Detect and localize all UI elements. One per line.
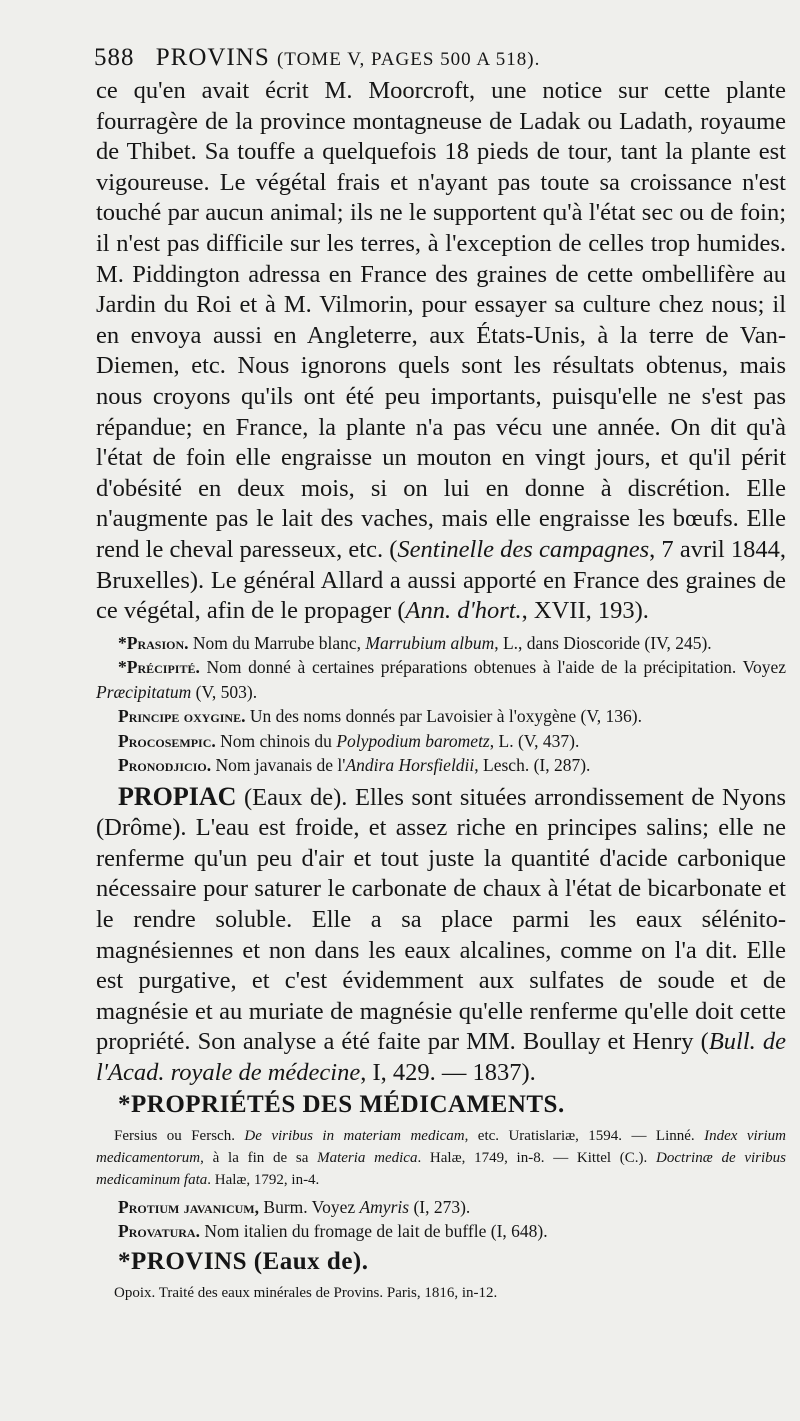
section-heading-provins: *PROVINS (Eaux de). [118,1247,369,1275]
entry-text: , L. (V, 437). [489,730,580,751]
latin-name: Polypodium barometz [336,730,490,751]
bibliography-proprietes [96,1125,786,1191]
entry-text: (I, 273). [409,1196,471,1217]
entry-provatura [96,1219,786,1244]
source-title: Sentinelle des campagnes [397,535,650,563]
entry-propiac [96,782,786,1089]
entry-term: Provatura. [118,1221,200,1242]
entry-text: Nom chinois du [215,730,337,751]
entry-term: Pronodjicio. [118,755,212,776]
entry-text: Nom javanais de l' [211,755,346,776]
section-heading-proprietes: *PROPRIÉTÉS DES MÉDICAMENTS. [118,1090,565,1118]
entry-procosempic [96,729,786,754]
entry-text: , I, 429. — 1837). [360,1059,536,1087]
bibliography-text: , à la fin de sa [200,1149,318,1166]
header-details: (TOME V, PAGES 500 A 518). [276,49,541,70]
latin-name: Amyris [359,1196,410,1217]
entry-principe-oxygine [96,704,786,729]
entry-text: , L., dans Dioscoride (IV, 245). [494,632,712,653]
entry-term: Procosempic. [118,730,216,751]
entry-term: Protium javanicum, [118,1196,260,1217]
entry-prasion [96,631,786,656]
paragraph-text: ce qu'en avait écrit M. Moorcroft, une notice sur cette plante fourragère de la province montagneuse de Ladak ou Ladath, royaume de Thibet. Sa touffe a quelquefois 18 pieds de tour, tant la plante est vigoureuse. Le végétal frais et n'ayant pas toute sa croissance n'est touché par aucun animal; ils ne le supportent qu'à l'état sec ou de foin; il n'est pas difficile sur les terres, à l'exception de celles trop humides. M. Piddington adressa en France des graines de cette ombellifère au Jardin du Roi et à M. Vilmorin, pour essayer sa culture chez nous; il en envoya aussi en Angleterre, aux États-Unis, à la terre de Van-Diemen, etc. Nous ignorons quels sont les résultats obtenus, mais nous croyons qu'ils ont été peu importants, puisqu'elle ne s'est pas répandue; en France, la plante n'a pas vécu une année. On dit qu'à l'état de foin elle engraisse un mouton en vingt jours, et qu'il périt d'obésité en deux mois, si on lui en donne à discrétion. Elle n'augmente pas le lait des vaches, mais elle engraisse les bœufs. Elle rend le cheval paresseux, etc. ( [96,77,786,563]
entry-precipite [96,655,786,704]
entry-text: Burm. Voyez [259,1196,360,1217]
entry-text: (V, 503). [191,681,258,702]
header-title: PROVINS [155,44,270,71]
continuation-paragraph [96,76,786,627]
bibliography-text: . Halæ, 1792, in-4. [207,1171,320,1188]
book-title: De viribus in materiam medicam [244,1127,465,1144]
entry-term: *Prasion. [118,632,189,653]
latin-name: Præcipitatum [96,681,192,702]
paragraph-text: , 7 avril 1844, Bruxelles). Le général Allard a aussi apporté en France des graines de ce végétal, afin de le propager ( [96,535,786,625]
entry-term: Principe oxygine. [118,706,246,727]
reference-title: Ann. d'hort. [405,597,522,625]
book-title: Materia medica [317,1149,418,1166]
paragraph-text: , XVII, 193). [521,597,649,625]
entry-text: Un des noms donnés par Lavoisier à l'oxygène (V, 136). [245,706,642,727]
page-number: 588 [94,44,135,71]
entry-protium [96,1195,786,1220]
entry-text: (Eaux de). Elles sont situées arrondissement de Nyons (Drôme). L'eau est froide, et assez riche en principes salins; elle ne renferme qu'un peu d'air et tout juste la quantité d'acide carbonique nécessaire pour saturer le carbonate de chaux à l'état de bicarbonate et le rendre soluble. Elle a sa place parmi les eaux sélénito-magnésiennes et non dans les eaux alcalines, comme on l'a dit. Elle est purgative, et c'est évidemment aux sulfates de soude et de magnésie et au muriate de magnésie qu'elle renferme qu'elle doit cette propriété. Son analyse a été faite par MM. Boullay et Henry ( [96,783,786,1056]
entry-text: Nom donné à certaines préparations obtenues à l'aide de la précipitation. Voyez [199,657,786,678]
entry-pronodjicio [96,753,786,778]
latin-name: Andira Horsfieldii [345,755,475,776]
entry-text: Nom italien du fromage de lait de buffle (I, 648). [199,1221,548,1242]
entry-text: , Lesch. (I, 287). [474,755,591,776]
bibliography-text: . Halæ, 1749, in-8. — Kittel (C.). [417,1149,657,1166]
running-header [94,44,786,72]
reference-title: Bull. de l'Acad. royale de médecine [96,1028,786,1087]
bibliography-text: , etc. Uratislariæ, 1594. — Linné. [464,1127,705,1144]
bibliography-text: Fersius ou Fersch. [114,1127,245,1144]
book-title: Index virium medicamentorum [96,1127,787,1166]
entry-headword: PROPIAC [118,781,237,811]
bibliography-provins: Opoix. Traité des eaux minérales de Provins. Paris, 1816, in-12. [114,1284,498,1301]
book-title: Doctrinæ de viribus medicaminum fata [96,1149,786,1188]
latin-name: Marrubium album [365,632,495,653]
entry-text: Nom du Marrube blanc, [188,632,366,653]
entry-term: *Précipité. [118,657,200,678]
